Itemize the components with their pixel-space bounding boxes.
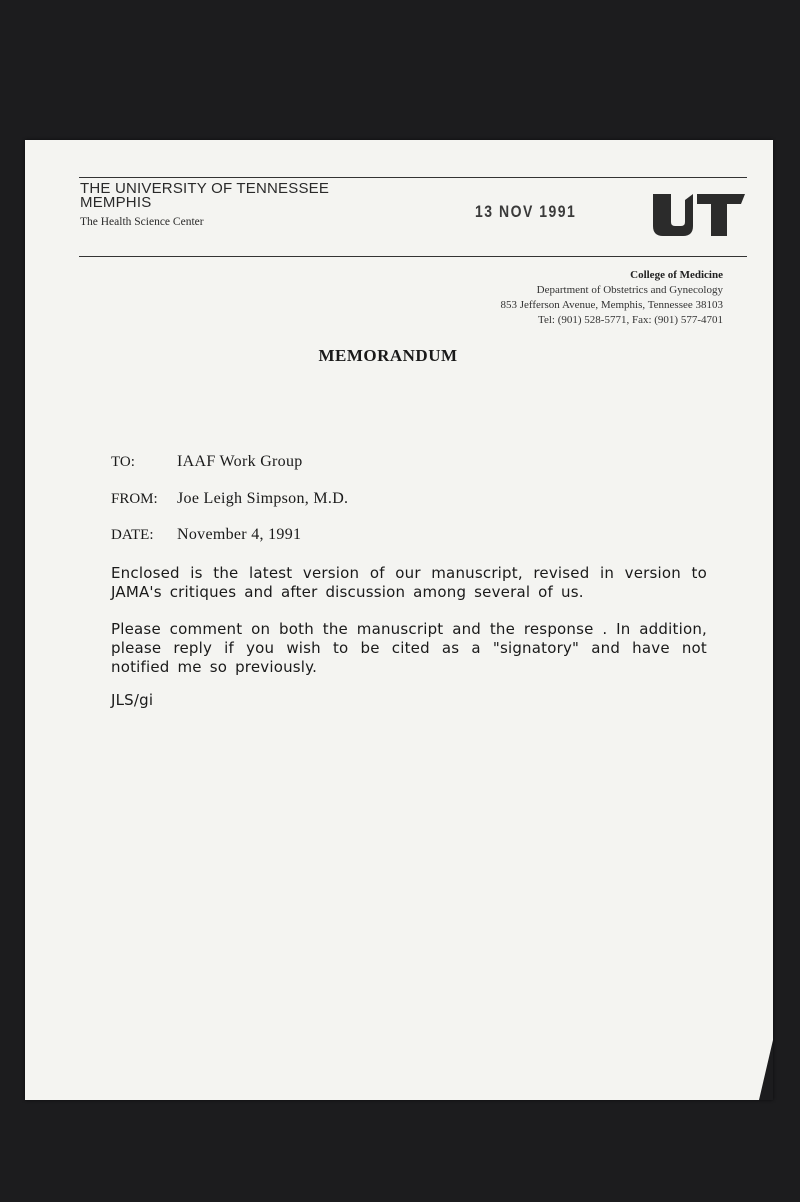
header-rule-top [79, 177, 747, 178]
memo-title: MEMORANDUM [318, 346, 458, 365]
date-value: November 4, 1991 [177, 526, 302, 543]
date-label: DATE: [111, 527, 154, 543]
ut-logo [647, 192, 747, 238]
memo-page [25, 140, 773, 1100]
university-name [80, 182, 329, 210]
university-name-line2: MEMPHIS [80, 194, 152, 211]
from-value: Joe Leigh Simpson, M.D. [177, 490, 349, 507]
street-address: 853 Jefferson Avenue, Memphis, Tennessee 38103 [500, 299, 723, 311]
health-science-center: The Health Science Center [80, 216, 204, 228]
header-rule-bottom [79, 256, 747, 257]
college-address-block [500, 268, 723, 328]
to-label: TO: [111, 454, 135, 470]
memo-paragraph-2: Please comment on both the manuscript and the response . In addition, please reply if you wish to be cited as a "signatory" and have not notified me so previously. [111, 620, 707, 676]
to-value: IAAF Work Group [177, 453, 303, 470]
received-date-stamp: 13 NOV 1991 [475, 201, 577, 221]
sender-initials: JLS/gi [111, 691, 154, 709]
from-label: FROM: [111, 491, 158, 507]
college-name: College of Medicine [630, 269, 723, 281]
department-name: Department of Obstetrics and Gynecology [536, 284, 723, 296]
university-name-line1: THE UNIVERSITY OF TENNESSEE [80, 180, 330, 197]
phone-fax: Tel: (901) 528-5771, Fax: (901) 577-4701 [538, 314, 723, 326]
page-corner-fold [759, 1040, 773, 1100]
memo-paragraph-1: Enclosed is the latest version of our manuscript, revised in version to JAMA's critiques and after discussion among several of us. [111, 564, 707, 601]
